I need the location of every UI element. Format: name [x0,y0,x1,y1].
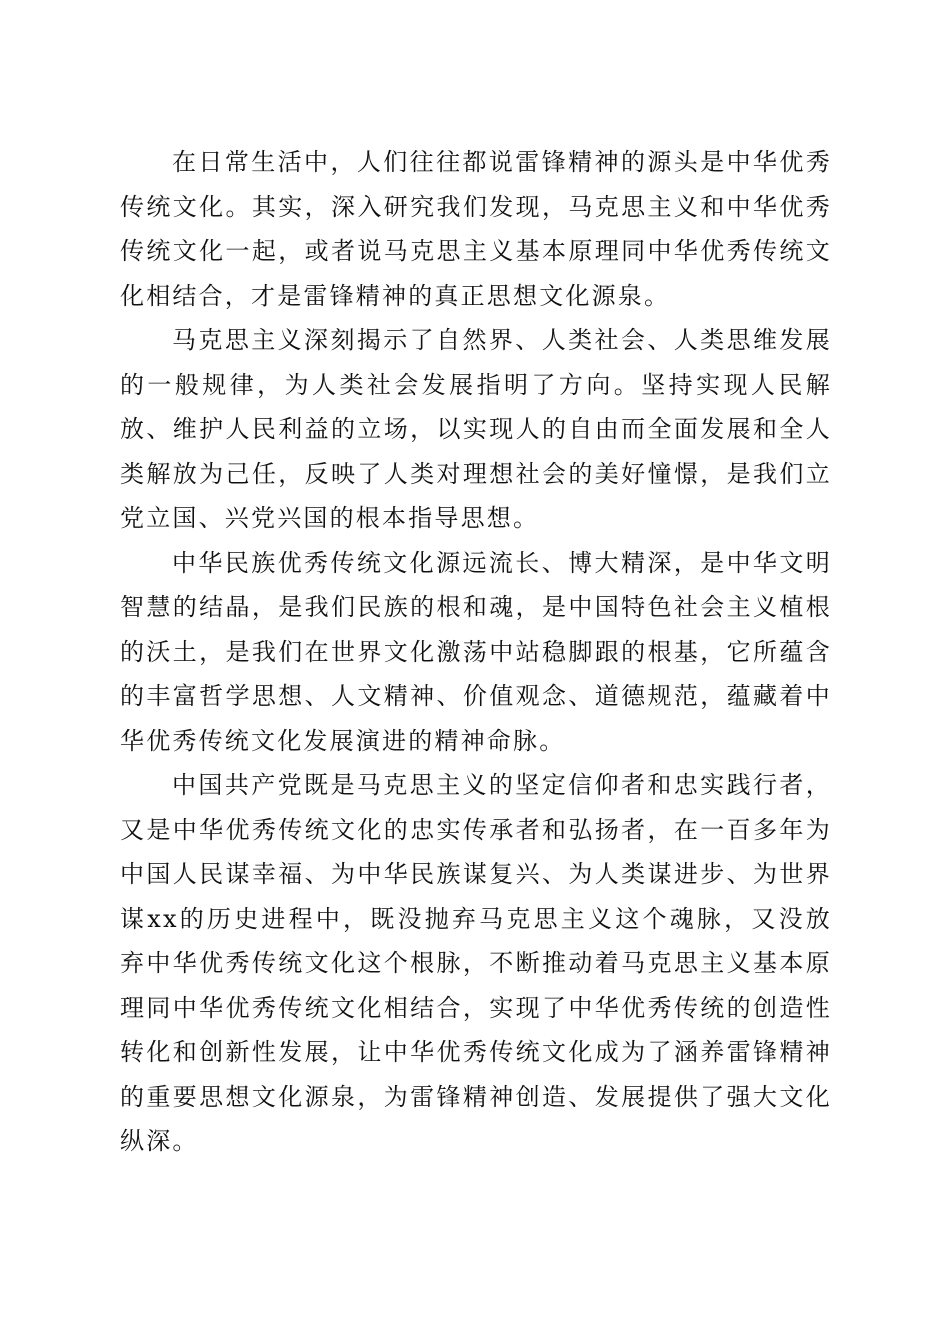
paragraph-marxism: 马克思主义深刻揭示了自然界、人类社会、人类思维发展的一般规律，为人类社会发展指明了方向。坚持实现人民解放、维护人民利益的立场，以实现人的自由而全面发展和全人类解放为己任，反映了人类对理想社会的美好憧憬，是我们立党立国、兴党兴国的根本指导思想。 [120,326,832,532]
paragraph-communist-party: 中国共产党既是马克思主义的坚定信仰者和忠实践行者，又是中华优秀传统文化的忠实传承者和弘扬者，在一百多年为中国人民谋幸福、为中华民族谋复兴、为人类谋进步、为世界谋xx的历史进程中，既没抛弃马克思主义这个魂脉，又没放弃中华优秀传统文化这个根脉，不断推动着马克思主义基本原理同中华优秀传统文化相结合，实现了中华优秀传统的创造性转化和创新性发展，让中华优秀传统文化成为了涵养雷锋精神的重要思想文化源泉，为雷锋精神创造、发展提供了强大文化纵深。 [120,771,832,1155]
paragraph-traditional-culture: 中华民族优秀传统文化源远流长、博大精深，是中华文明智慧的结晶，是我们民族的根和魂，是中国特色社会主义植根的沃土，是我们在世界文化激荡中站稳脚跟的根基，它所蕴含的丰富哲学思想、人文精神、价值观念、道德规范，蕴藏着中华优秀传统文化发展演进的精神命脉。 [120,548,832,755]
paragraph-origin-of-lei-feng-spirit: 在日常生活中，人们往往都说雷锋精神的源头是中华优秀传统文化。其实，深入研究我们发现，马克思主义和中华优秀传统文化一起，或者说马克思主义基本原理同中华优秀传统文化相结合，才是雷锋精神的真正思想文化源泉。 [120,148,832,310]
document-page [120,140,832,1164]
